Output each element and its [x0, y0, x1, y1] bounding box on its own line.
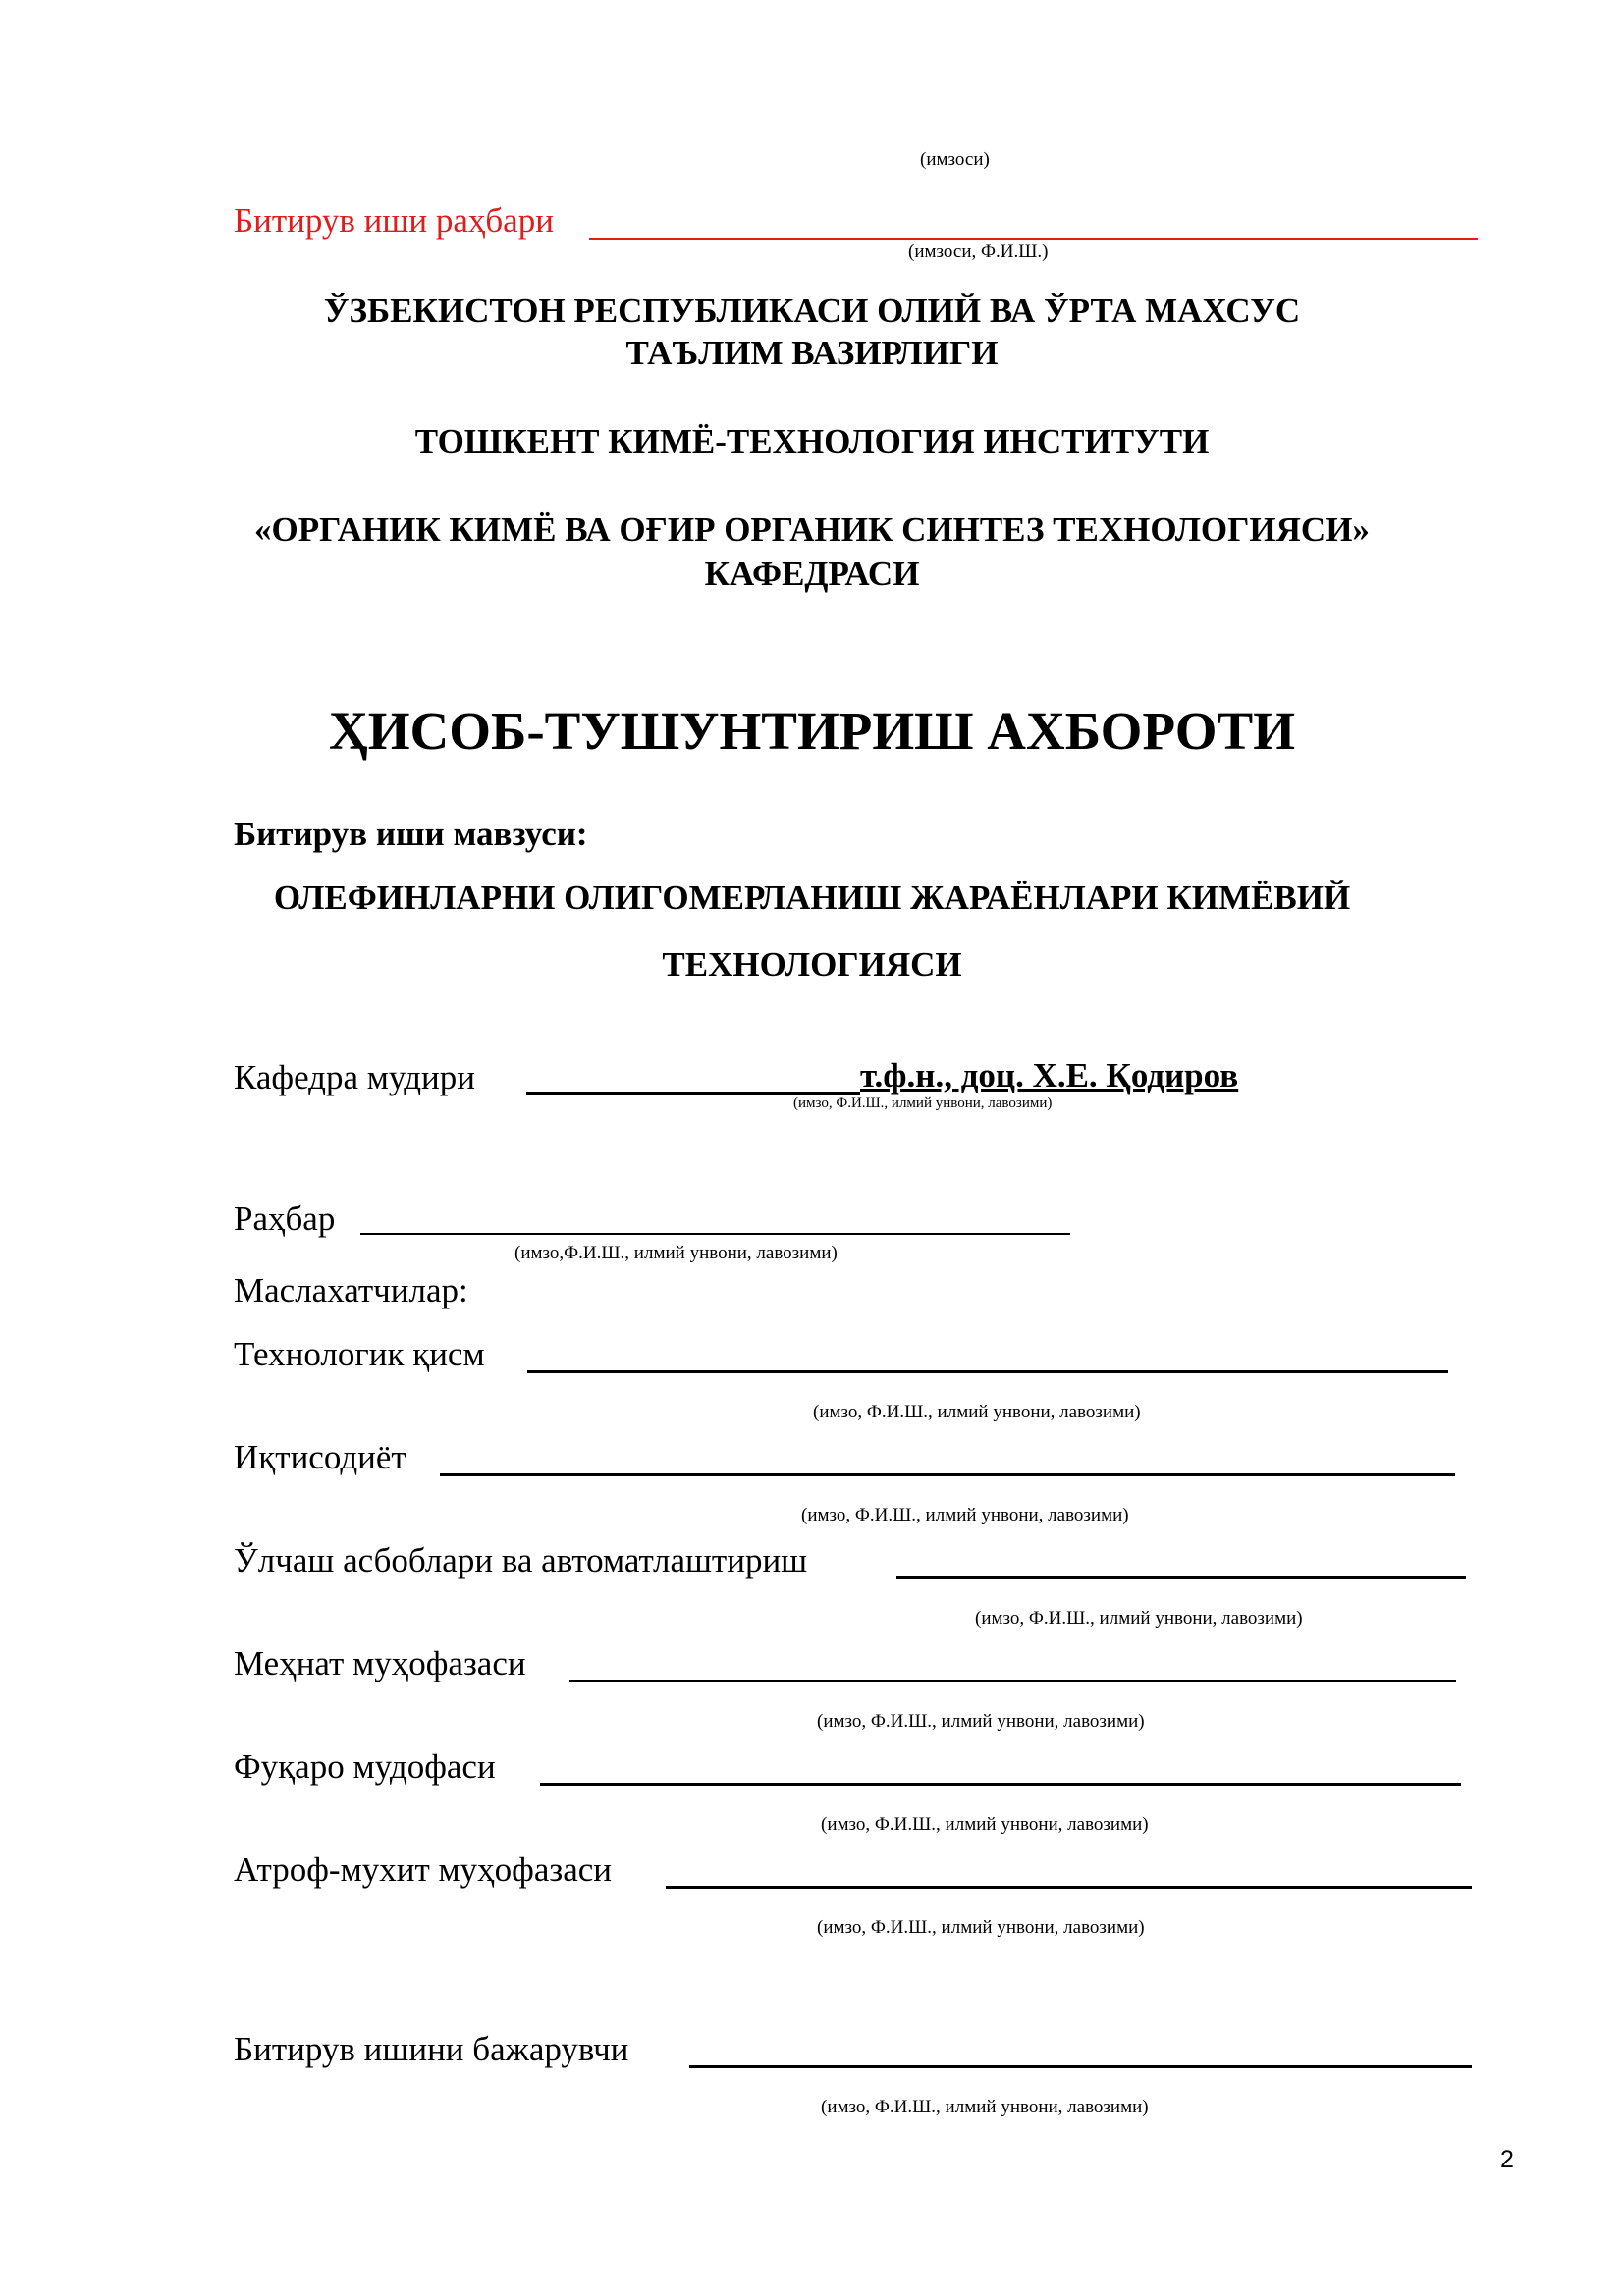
head-of-department-label: Кафедра мудири: [234, 1058, 475, 1096]
consultants-label: Маслахатчилар:: [234, 1271, 468, 1309]
consultant-labor-protection-label: Меҳнат муҳофазаси: [234, 1644, 526, 1682]
ministry-line-2: ТАЪЛИМ ВАЗИРЛИГИ: [625, 334, 999, 372]
topic-line-1: ОЛЕФИНЛАРНИ ОЛИГОМЕРЛАНИШ ЖАРАЁНЛАРИ КИМЁВИЙ: [273, 879, 1351, 917]
consultant-economics-caption: (имзо, Ф.И.Ш., илмий унвони, лавозими): [801, 1505, 1129, 1525]
topic-line-2: ТЕХНОЛОГИЯСИ: [662, 945, 962, 984]
consultant-environment-label: Атроф-мухит муҳофазаси: [234, 1850, 612, 1889]
consultant-technology-signature-line[interactable]: [527, 1370, 1448, 1373]
consultant-economics-label: Иқтисодиёт: [234, 1438, 406, 1476]
document-title: ҲИСОБ-ТУШУНТИРИШ АХБОРОТИ: [329, 701, 1295, 761]
topic-label: Битирув иши мавзуси:: [234, 815, 588, 853]
consultant-civil-defense-signature-line[interactable]: [540, 1783, 1461, 1786]
performer-signature-line[interactable]: [689, 2065, 1472, 2068]
consultant-automation-signature-line[interactable]: [896, 1576, 1466, 1579]
department-line-1: «ОРГАНИК КИМЁ ВА ОҒИР ОРГАНИК СИНТЕЗ ТЕХНОЛОГИЯСИ»: [254, 510, 1370, 549]
advisor-label: Раҳбар: [234, 1200, 336, 1238]
consultant-technology-label: Технологик қисм: [234, 1335, 485, 1373]
page-number: 2: [1500, 2146, 1514, 2173]
consultant-environment-signature-line[interactable]: [666, 1886, 1472, 1889]
consultant-labor-protection-caption: (имзо, Ф.И.Ш., илмий унвони, лавозими): [817, 1711, 1145, 1732]
consultant-technology-caption: (имзо, Ф.И.Ш., илмий унвони, лавозими): [813, 1402, 1141, 1422]
performer-label: Битирув ишини бажарувчи: [234, 2030, 629, 2068]
advisor-signature-line[interactable]: [360, 1233, 1070, 1235]
consultant-economics-signature-line[interactable]: [440, 1473, 1455, 1476]
consultant-labor-protection-signature-line[interactable]: [569, 1680, 1456, 1682]
consultant-environment-caption: (имзо, Ф.И.Ш., илмий унвони, лавозими): [817, 1917, 1145, 1938]
head-of-department-caption: (имзо, Ф.И.Ш., илмий унвони, лавозими): [793, 1095, 1053, 1111]
supervisor-label: Битирув иши раҳбари: [234, 201, 554, 240]
supervisor-signature-line[interactable]: [589, 238, 1478, 240]
performer-caption: (имзо, Ф.И.Ш., илмий унвони, лавозими): [821, 2097, 1149, 2117]
institute-name: ТОШКЕНТ КИМЁ-ТЕХНОЛОГИЯ ИНСТИТУТИ: [414, 422, 1210, 460]
consultant-automation-caption: (имзо, Ф.И.Ш., илмий унвони, лавозими): [975, 1608, 1303, 1629]
top-signature-caption: (имзоси): [920, 149, 990, 170]
advisor-caption: (имзо,Ф.И.Ш., илмий унвони, лавозими): [514, 1243, 838, 1263]
supervisor-caption: (имзоси, Ф.И.Ш.): [908, 241, 1049, 262]
department-line-2: КАФЕДРАСИ: [704, 555, 920, 593]
consultant-automation-label: Ўлчаш асбоблари ва автоматлаштириш: [234, 1541, 808, 1579]
consultant-civil-defense-caption: (имзо, Ф.И.Ш., илмий унвони, лавозими): [821, 1814, 1149, 1835]
head-of-department-name: т.ф.н., доц. Х.Е. Қодиров: [860, 1056, 1239, 1095]
head-of-department-signature-line[interactable]: [526, 1092, 860, 1095]
consultant-civil-defense-label: Фуқаро мудофаси: [234, 1747, 496, 1786]
ministry-line-1: ЎЗБЕКИСТОН РЕСПУБЛИКАСИ ОЛИЙ ВА ЎРТА МАХСУС: [323, 292, 1301, 330]
